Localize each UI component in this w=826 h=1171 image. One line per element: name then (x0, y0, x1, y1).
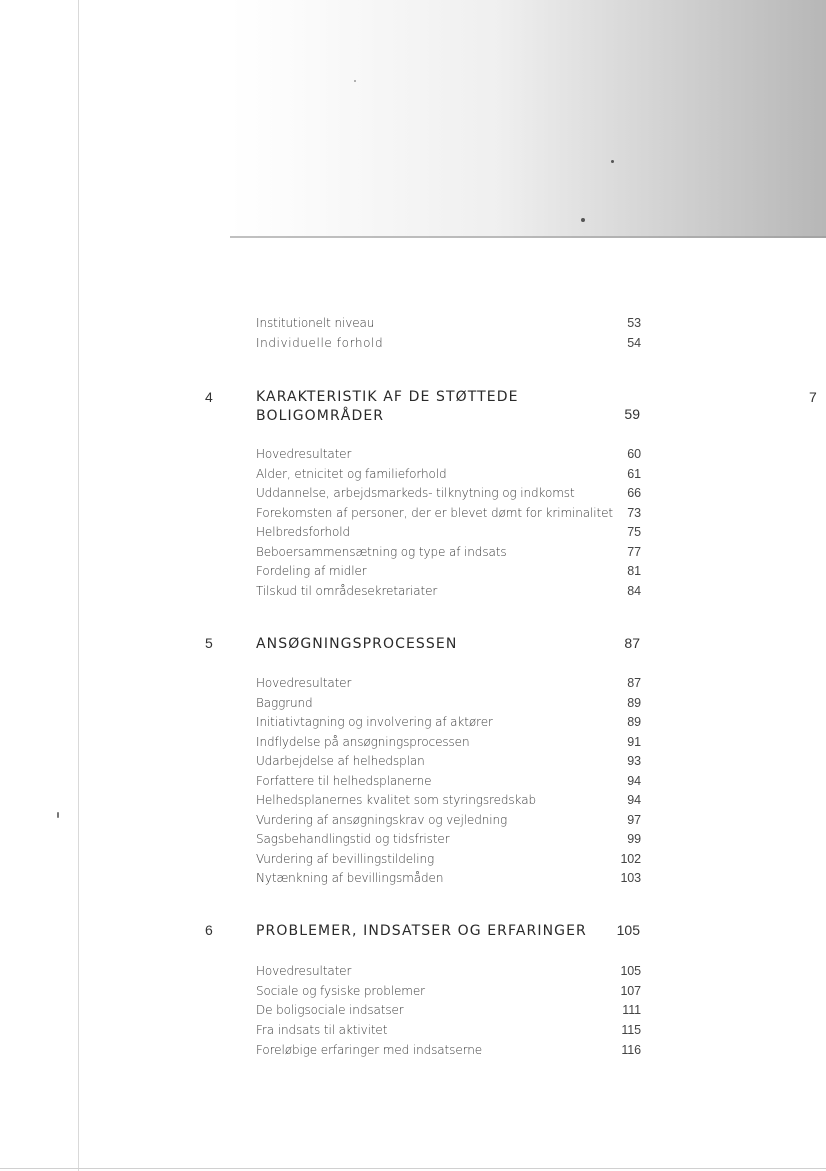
toc-entry (256, 465, 641, 483)
toc-entry (256, 523, 641, 541)
toc-entry (256, 962, 641, 980)
toc-entry-page: 93 (627, 754, 641, 768)
chapter-number: 5 (205, 635, 213, 651)
toc-entry-title: Institutionelt niveau (256, 316, 375, 330)
scan-speck (354, 80, 356, 82)
toc-entry (256, 334, 641, 352)
toc-entry (256, 1001, 641, 1019)
toc-entry (256, 982, 641, 1000)
toc-entry-title: Vurdering af ansøgningskrav og vejledning (256, 813, 508, 827)
toc-entry (256, 543, 641, 561)
toc-entry-page: 116 (621, 1043, 641, 1057)
toc-entry-page: 54 (627, 336, 641, 350)
toc-entry-page: 60 (627, 447, 641, 461)
toc-entry (256, 1041, 641, 1059)
toc-entry-title: Sagsbehandlingstid og tidsfrister (256, 832, 450, 846)
toc-entry-title: De boligsociale indsatser (256, 1003, 404, 1017)
toc-entry-title: Udarbejdelse af helhedsplan (256, 754, 425, 768)
toc-entry-title: Helhedsplanernes kvalitet som styringsredskab (256, 793, 536, 807)
toc-entry (256, 752, 641, 770)
toc-entry-title: Individuelle forhold (256, 336, 384, 350)
toc-entry-page: 66 (627, 486, 641, 500)
toc-entry-page: 75 (627, 525, 641, 539)
page-number: 7 (809, 389, 817, 405)
toc-entry (256, 562, 641, 580)
toc-entry (256, 791, 641, 809)
scan-edge-line (78, 0, 79, 1171)
chapter-page: 105 (616, 922, 640, 938)
toc-entry-title: Beboersammensætning og type af indsats (256, 545, 507, 559)
chapter-title (256, 922, 587, 941)
chapter-number: 6 (205, 922, 213, 938)
toc-entry (256, 484, 641, 502)
toc-entry-page: 94 (627, 793, 641, 807)
chapter-title-line: BOLIGOMRÅDER (256, 408, 385, 424)
chapter-title-line: KARAKTERISTIK AF DE STØTTEDE (256, 389, 519, 405)
toc-entry-title: Tilskud til områdesekretariater (256, 584, 438, 598)
toc-entry (256, 830, 641, 848)
toc-entry-title: Fra indsats til aktivitet (256, 1023, 388, 1037)
scan-shadow (230, 0, 826, 238)
toc-entry-page: 111 (622, 1003, 641, 1017)
toc-entry-title: Vurdering af bevillingstildeling (256, 852, 435, 866)
toc-entry (256, 869, 641, 887)
toc-entry (256, 445, 641, 463)
toc-entry-page: 89 (627, 715, 641, 729)
toc-entry-title: Initiativtagning og involvering af aktører (256, 715, 493, 729)
toc-entry-page: 84 (627, 584, 641, 598)
toc-entry-title: Helbredsforhold (256, 525, 350, 539)
toc-entry-page: 107 (620, 984, 641, 998)
toc-entry-page: 73 (627, 506, 641, 520)
toc-entry-title: Hovedresultater (256, 447, 352, 461)
toc-entry (256, 733, 641, 751)
toc-entry (256, 582, 641, 600)
toc-entry-page: 89 (627, 696, 641, 710)
toc-entry (256, 314, 641, 332)
toc-entry-page: 87 (627, 676, 641, 690)
toc-entry (256, 504, 641, 522)
toc-entry-page: 115 (621, 1023, 641, 1037)
toc-entry (256, 850, 641, 868)
toc-entry-title: Uddannelse, arbejdsmarkeds- tilknytning og indkomst (256, 486, 575, 500)
chapter-title-line: ANSØGNINGSPROCESSEN (256, 636, 458, 652)
toc-entry-page: 105 (620, 964, 641, 978)
toc-entry-page: 103 (620, 871, 641, 885)
chapter-title (256, 635, 457, 654)
toc-entry-title: Forekomsten af personer, der er blevet dømt for kriminalitet (256, 506, 614, 520)
toc-entry-title: Alder, etnicitet og familieforhold (256, 467, 447, 481)
toc-entry-title: Nytænkning af bevillingsmåden (256, 871, 444, 885)
chapter-title-line: PROBLEMER, INDSATSER OG ERFARINGER (256, 923, 587, 939)
toc-entry-title: Foreløbige erfaringer med indsatserne (256, 1043, 483, 1057)
toc-entry (256, 694, 641, 712)
toc-entry-page: 99 (627, 832, 641, 846)
toc-entry-page: 102 (620, 852, 641, 866)
toc-entry (256, 713, 641, 731)
toc-entry (256, 674, 641, 692)
toc-entry (256, 811, 641, 829)
toc-entry-title: Forfattere til helhedsplanerne (256, 774, 432, 788)
toc-entry-title: Hovedresultater (256, 676, 352, 690)
toc-entry-title: Fordeling af midler (256, 564, 367, 578)
toc-entry (256, 772, 641, 790)
chapter-number: 4 (205, 389, 213, 405)
scan-speck (57, 812, 59, 818)
toc-entry-page: 81 (627, 564, 641, 578)
toc-entry-page: 91 (627, 735, 641, 749)
chapter-page: 59 (624, 406, 640, 422)
scan-bottom-line (0, 1168, 826, 1169)
toc-entry-page: 97 (627, 813, 641, 827)
scan-speck (581, 218, 585, 222)
toc-entry-title: Indflydelse på ansøgningsprocessen (256, 735, 470, 749)
toc-entry-page: 77 (627, 545, 641, 559)
toc-entry (256, 1021, 641, 1039)
toc-entry-page: 94 (627, 774, 641, 788)
toc-entry-page: 61 (627, 467, 641, 481)
scan-speck (611, 160, 614, 163)
toc-entry-title: Baggrund (256, 696, 313, 710)
toc-entry-page: 53 (627, 316, 641, 330)
chapter-page: 87 (624, 635, 640, 651)
toc-entry-title: Hovedresultater (256, 964, 352, 978)
toc-entry-title: Sociale og fysiske problemer (256, 984, 425, 998)
chapter-title (256, 388, 519, 426)
